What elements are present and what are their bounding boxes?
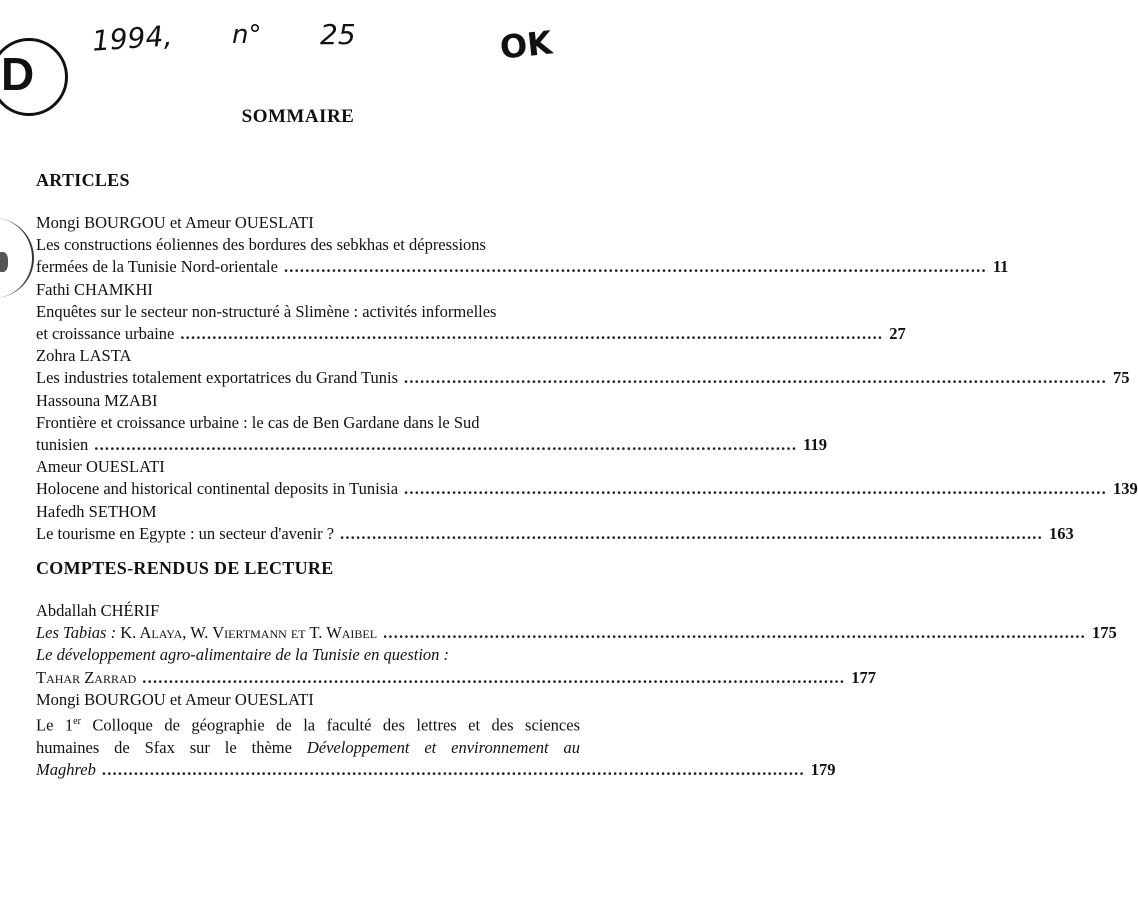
articles-heading: ARTICLES [36, 170, 130, 190]
dot-leader: .................................................................................................................................... [283, 257, 987, 277]
review-text-rest: Colloque de géographie de la faculté des lettres et des sciences [80, 715, 580, 735]
dot-leader: .................................................................................................................................... [383, 623, 1086, 643]
dot-leader: .................................................................................................................................... [340, 523, 1043, 543]
article-title-line-with-page [36, 367, 1130, 389]
article-title-line-with-page [36, 523, 1074, 545]
article-entry [36, 501, 1074, 545]
article-author: Ameur OUESLATI [36, 457, 165, 477]
review-theme-title-end: Maghreb [36, 759, 96, 779]
page-number: 27 [889, 324, 906, 344]
dot-leader: .................................................................................................................................... [404, 479, 1107, 499]
article-title-line-with-page [36, 478, 1138, 500]
article-title-line: tunisien [36, 435, 89, 455]
article-entry [36, 345, 1130, 389]
article-title-line: Les industries totalement exportatrices du Grand Tunis [36, 368, 399, 388]
handwritten-number-label: n° [232, 20, 262, 50]
page-number: 175 [1092, 623, 1117, 643]
article-title-line-with-page [36, 256, 1009, 278]
review-theme-title: Développement et environnement au [306, 737, 580, 757]
article-author: Fathi CHAMKHI [36, 279, 153, 299]
article-title-line-with-page [36, 434, 827, 456]
article-title-line: et croissance urbaine [36, 324, 175, 344]
dot-leader: .................................................................................................................................... [404, 368, 1107, 388]
margin-blot [0, 252, 8, 272]
review-entry [36, 644, 876, 688]
article-title-line: Le tourisme en Egypte : un secteur d'avenir ? [36, 523, 335, 543]
review-text-line [36, 711, 580, 737]
page-number: 139 [1112, 479, 1138, 499]
dot-leader: .................................................................................................................................... [142, 667, 846, 687]
review-text-start: Le 1 [36, 715, 74, 735]
page-number: 119 [803, 435, 827, 455]
article-title-line: Enquêtes sur le secteur non-structuré à Slimène : activités informelles [36, 301, 497, 321]
review-book-author: Tahar Zarrad [36, 667, 137, 687]
review-line-with-page [36, 759, 836, 781]
handwritten-ok: OK [498, 23, 554, 67]
review-text-line [36, 737, 580, 759]
article-author: Hassouna MZABI [36, 390, 158, 410]
dot-leader: .................................................................................................................................... [180, 324, 884, 344]
review-reviewer: Mongi BOURGOU et Ameur OUESLATI [36, 689, 314, 709]
review-text-start: humaines de Sfax sur le thème [36, 737, 307, 757]
review-reviewer: Abdallah CHÉRIF [36, 601, 160, 620]
article-title-line: fermées de la Tunisie Nord-orientale [36, 257, 278, 277]
article-entry [36, 456, 1138, 500]
review-line-with-page [36, 667, 876, 689]
reviews-list [36, 600, 1117, 781]
page-title: SOMMAIRE [241, 106, 355, 127]
article-author: Mongi BOURGOU et Ameur OUESLATI [36, 213, 314, 232]
reviews-heading: COMPTES-RENDUS DE LECTURE [36, 558, 334, 578]
article-author: Zohra LASTA [36, 346, 132, 366]
d-stamp-letter: D [1, 48, 35, 100]
review-book-title: Les Tabias : [36, 623, 117, 643]
review-book-authors: K. Alaya, W. Viertmann et T. Waibel [120, 623, 378, 643]
review-entry [36, 600, 1117, 644]
article-entry [36, 279, 906, 346]
handwritten-issue-number: 25 [320, 18, 356, 51]
article-entry [36, 212, 1009, 279]
article-title-line-with-page [36, 323, 906, 345]
article-title-line: Les constructions éoliennes des bordures des sebkhas et dépressions [36, 235, 486, 255]
review-book-title: Le développement agro-alimentaire de la Tunisie en question : [36, 645, 450, 665]
dot-leader: .................................................................................................................................... [94, 435, 798, 455]
page-number: 11 [992, 257, 1009, 277]
superscript-er: er [73, 716, 81, 728]
article-entry [36, 390, 827, 457]
handwritten-year: 1994, [90, 19, 174, 58]
articles-list [36, 212, 1138, 545]
d-stamp [0, 38, 68, 116]
article-title-line: Frontière et croissance urbaine : le cas de Ben Gardane dans le Sud [36, 412, 480, 432]
dot-leader: .................................................................................................................................... [101, 759, 805, 779]
page-number: 179 [810, 759, 836, 779]
review-book [36, 622, 377, 644]
review-entry [36, 689, 836, 781]
article-title-line: Holocene and historical continental deposits in Tunisia [36, 479, 399, 499]
review-line-with-page [36, 622, 1117, 644]
page-number: 163 [1048, 523, 1074, 543]
article-author: Hafedh SETHOM [36, 501, 157, 521]
page-number: 75 [1112, 368, 1130, 388]
page-number: 177 [851, 667, 876, 687]
